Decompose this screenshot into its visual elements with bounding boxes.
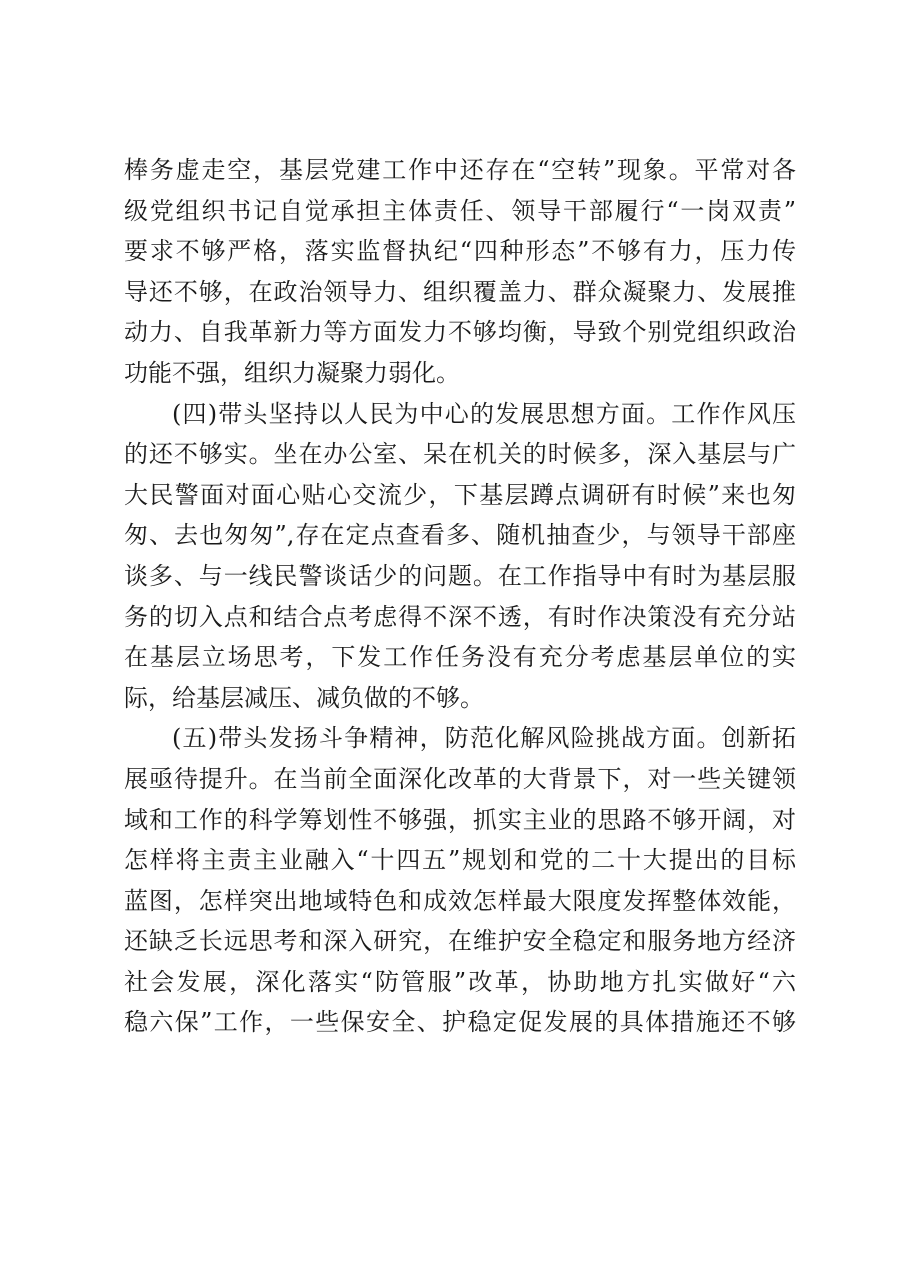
text-line: (五)带头发扬斗争精神，防范化解风险挑战方面。创新拓 bbox=[172, 724, 796, 753]
text-line: 展亟待提升。在当前全面深化改革的大背景下，对一些关键领 bbox=[124, 764, 796, 793]
text-line: 级党组织书记自觉承担主体责任、领导干部履行“一岗双责” bbox=[124, 196, 796, 225]
text-line: 匆、去也匆匆”,存在定点查看多、随机抽查少，与领导干部座 bbox=[124, 521, 796, 550]
text-line: 际，给基层减压、减负做的不够。 bbox=[124, 683, 484, 712]
text-line: 要求不够严格，落实监督执纪“四种形态”不够有力，压力传 bbox=[124, 237, 796, 266]
text-line: 谈多、与一线民警谈话少的问题。在工作指导中有时为基层服 bbox=[124, 561, 796, 590]
text-line: (四)带头坚持以人民为中心的发展思想方面。工作作风压 bbox=[172, 399, 796, 428]
text-line: 的还不够实。坐在办公室、呆在机关的时候多，深入基层与广 bbox=[124, 440, 796, 469]
text-line: 在基层立场思考，下发工作任务没有充分考虑基层单位的实 bbox=[124, 643, 796, 672]
text-line: 稳六保”工作，一些保安全、护稳定促发展的具体措施还不够 bbox=[124, 1008, 796, 1037]
text-line: 导还不够，在政治领导力、组织覆盖力、群众凝聚力、发展推 bbox=[124, 277, 796, 306]
text-line: 棒务虚走空，基层党建工作中还存在“空转”现象。平常对各 bbox=[124, 156, 796, 184]
text-line: 社会发展，深化落实“防管服”改革，协助地方扎实做好“六 bbox=[124, 967, 796, 996]
text-line: 大民警面对面心贴心交流少，下基层蹲点调研有时候”来也匆 bbox=[124, 480, 796, 509]
body-text bbox=[124, 150, 796, 1043]
text-line: 务的切入点和结合点考虑得不深不透，有时作决策没有充分站 bbox=[124, 602, 796, 631]
text-line: 还缺乏长远思考和深入研究，在维护安全稳定和服务地方经济 bbox=[124, 927, 796, 956]
text-line: 功能不强，组织力凝聚力弱化。 bbox=[124, 358, 460, 387]
text-line: 蓝图，怎样突出地域特色和成效怎样最大限度发挥整体效能， bbox=[124, 886, 796, 915]
text-line: 域和工作的科学筹划性不够强，抓实主业的思路不够开阔，对 bbox=[124, 805, 796, 834]
text-line: 怎样将主责主业融入“十四五”规划和党的二十大提出的目标 bbox=[124, 846, 796, 875]
text-line: 动力、自我革新力等方面发力不够均衡，导致个别党组织政治 bbox=[124, 318, 796, 347]
